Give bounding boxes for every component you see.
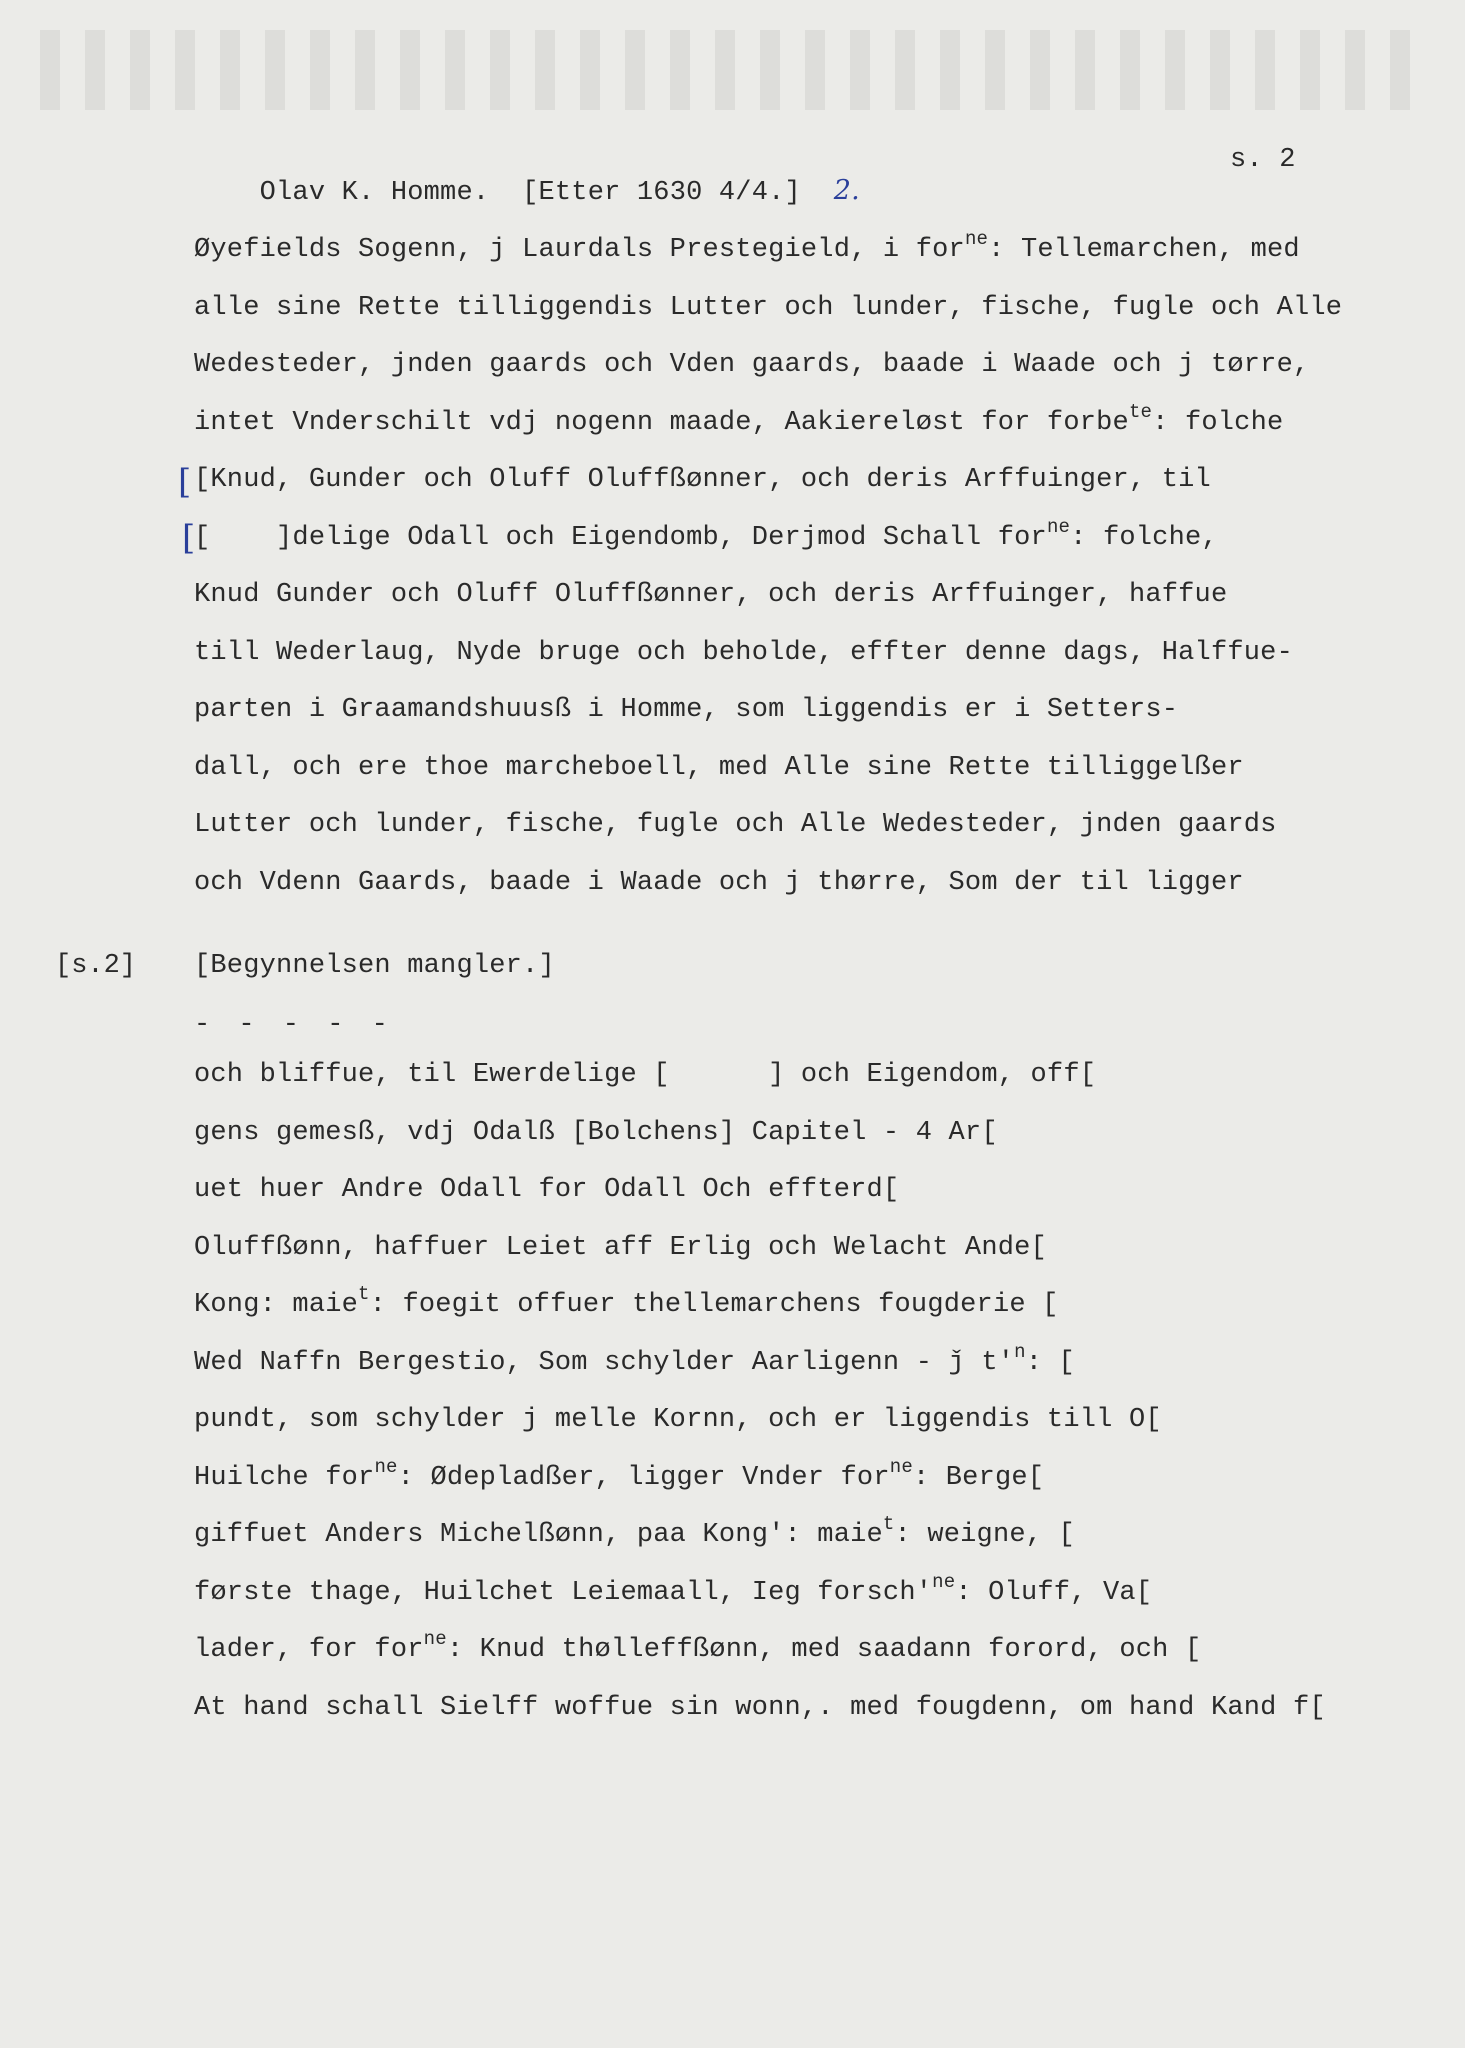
editor-bracket-mark: [ — [182, 518, 196, 558]
text-line — [194, 1283, 1059, 1320]
text-line — [194, 1513, 1075, 1550]
text-line — [194, 465, 1211, 495]
text-run: intet Vnderschilt vdj nogenn maade, Aakiereløst for forbe — [194, 407, 1129, 438]
superscript-abbrev: t — [882, 1513, 895, 1535]
text-run: Oluffßønn, haffuer Leiet aff Erlig och Welacht Ande[ — [194, 1232, 1047, 1263]
text-run: till Wederlaug, Nyde bruge och beholde, effter denne dags, Halffue- — [194, 637, 1293, 668]
text-run: [ ]delige Odall och Eigendomb, Derjmod Schall for — [194, 522, 1047, 553]
text-line — [194, 1060, 1096, 1090]
text-line — [194, 515, 1218, 553]
text-run: : Oluff, Va[ — [955, 1577, 1153, 1608]
text-run: pundt, som schylder j melle Kornn, och er liggendis till O[ — [194, 1405, 1162, 1435]
text-run: alle sine Rette tilliggendis Lutter och lunder, fische, fugle och Alle — [194, 292, 1343, 323]
text-line — [194, 1455, 1045, 1493]
header-author: Olav K. Homme. — [259, 178, 490, 208]
editor-bracket-mark: [ — [178, 462, 192, 502]
text-run: Huilche for — [194, 1462, 375, 1493]
text-run: : Berge[ — [912, 1462, 1045, 1493]
text-run: uet huer Andre Odall for Odall Och effterd[ — [194, 1175, 900, 1205]
superscript-abbrev: ne — [423, 1628, 447, 1650]
text-run: : foegit offuer thellemarchens fougderie [ — [369, 1290, 1059, 1320]
text-run: At hand schall Sielff woffue sin wonn,. med fougdenn, om hand Kand f[ — [194, 1692, 1326, 1723]
text-run: : weigne, [ — [894, 1520, 1075, 1550]
text-line — [194, 753, 1244, 783]
text-run: : folche, — [1070, 522, 1218, 553]
text-run: : Ødepladßer, ligger Vnder for — [397, 1462, 890, 1493]
text-run: gens gemesß, vdj Odalß [Bolchens] Capitel - 4 Ar[ — [194, 1117, 998, 1148]
superscript-abbrev: te — [1128, 400, 1153, 423]
text-line — [194, 228, 1300, 265]
text-line — [194, 293, 1342, 323]
text-run: parten i Graamandshuusß i Homme, som liggendis er i Setters- — [194, 695, 1179, 725]
text-run: Wed Naffn Bergestio, Som schylder Aarligenn - ǰ t' — [194, 1347, 1015, 1378]
text-run: giffuet Anders Michelßønn, paa Kong': maie — [194, 1520, 883, 1550]
text-line — [194, 1340, 1075, 1378]
handwritten-number: 2. — [833, 175, 860, 206]
superscript-abbrev: n — [1014, 1340, 1026, 1363]
text-line — [194, 350, 1309, 380]
text-line — [194, 1570, 1153, 1608]
header-date: [Etter 1630 4/4.] — [522, 178, 801, 208]
superscript-abbrev: ne — [1046, 515, 1071, 538]
text-run: første thage, Huilchet Leiemaall, Ieg forsch' — [194, 1577, 933, 1608]
text-run: : Knud thølleffßønn, med saadann forord, och [ — [446, 1635, 1202, 1665]
text-line — [194, 1693, 1326, 1723]
text-run: och bliffue, til Ewerdelige [ ] och Eigendom, off[ — [194, 1060, 1097, 1090]
superscript-abbrev: ne — [932, 1570, 956, 1593]
text-line — [194, 580, 1227, 610]
text-run: Wedesteder, jnden gaards och Vden gaards, baade i Waade och j tørre, — [194, 350, 1310, 380]
page-number: s. 2 — [1230, 145, 1296, 175]
text-line — [194, 1233, 1047, 1263]
superscript-abbrev: ne — [964, 228, 989, 250]
text-run: : folche — [1152, 407, 1284, 438]
text-line — [194, 400, 1284, 438]
text-line — [194, 868, 1244, 898]
dash-separator: - - - - - — [194, 1010, 394, 1040]
text-line — [194, 638, 1293, 668]
superscript-abbrev: ne — [889, 1455, 913, 1478]
text-run: [Knud, Gunder och Oluff Oluffßønner, och deris Arffuinger, til — [194, 465, 1211, 495]
bleed-through-shadow — [40, 30, 1420, 110]
text-run: dall, och ere thoe marcheboell, med Alle sine Rette tilliggelßer — [194, 752, 1244, 783]
text-line — [194, 810, 1277, 840]
text-line — [194, 1628, 1202, 1665]
text-run: Øyefields Sogenn, j Laurdals Prestegield, i for — [194, 235, 965, 265]
text-run: : Tellemarchen, med — [988, 235, 1300, 265]
superscript-abbrev: t — [358, 1283, 370, 1305]
superscript-abbrev: ne — [374, 1455, 398, 1478]
text-run: Lutter och lunder, fische, fugle och Alle Wedesteder, jnden gaards — [194, 810, 1277, 840]
text-line — [194, 1118, 998, 1148]
missing-note: [Begynnelsen mangler.] — [194, 951, 555, 981]
text-line — [194, 1405, 1162, 1435]
text-line — [194, 1175, 899, 1205]
text-run: lader, for for — [194, 1635, 424, 1665]
text-run: och Vdenn Gaards, baade i Waade och j thørre, Som der til ligger — [194, 867, 1244, 898]
text-run: Kong: maie — [194, 1290, 359, 1320]
page-marker: [s.2] — [55, 951, 137, 981]
text-run: : [ — [1025, 1347, 1075, 1378]
header-line — [194, 145, 860, 238]
text-line — [194, 695, 1178, 725]
text-run: Knud Gunder och Oluff Oluffßønner, och deris Arffuinger, haffue — [194, 580, 1228, 610]
